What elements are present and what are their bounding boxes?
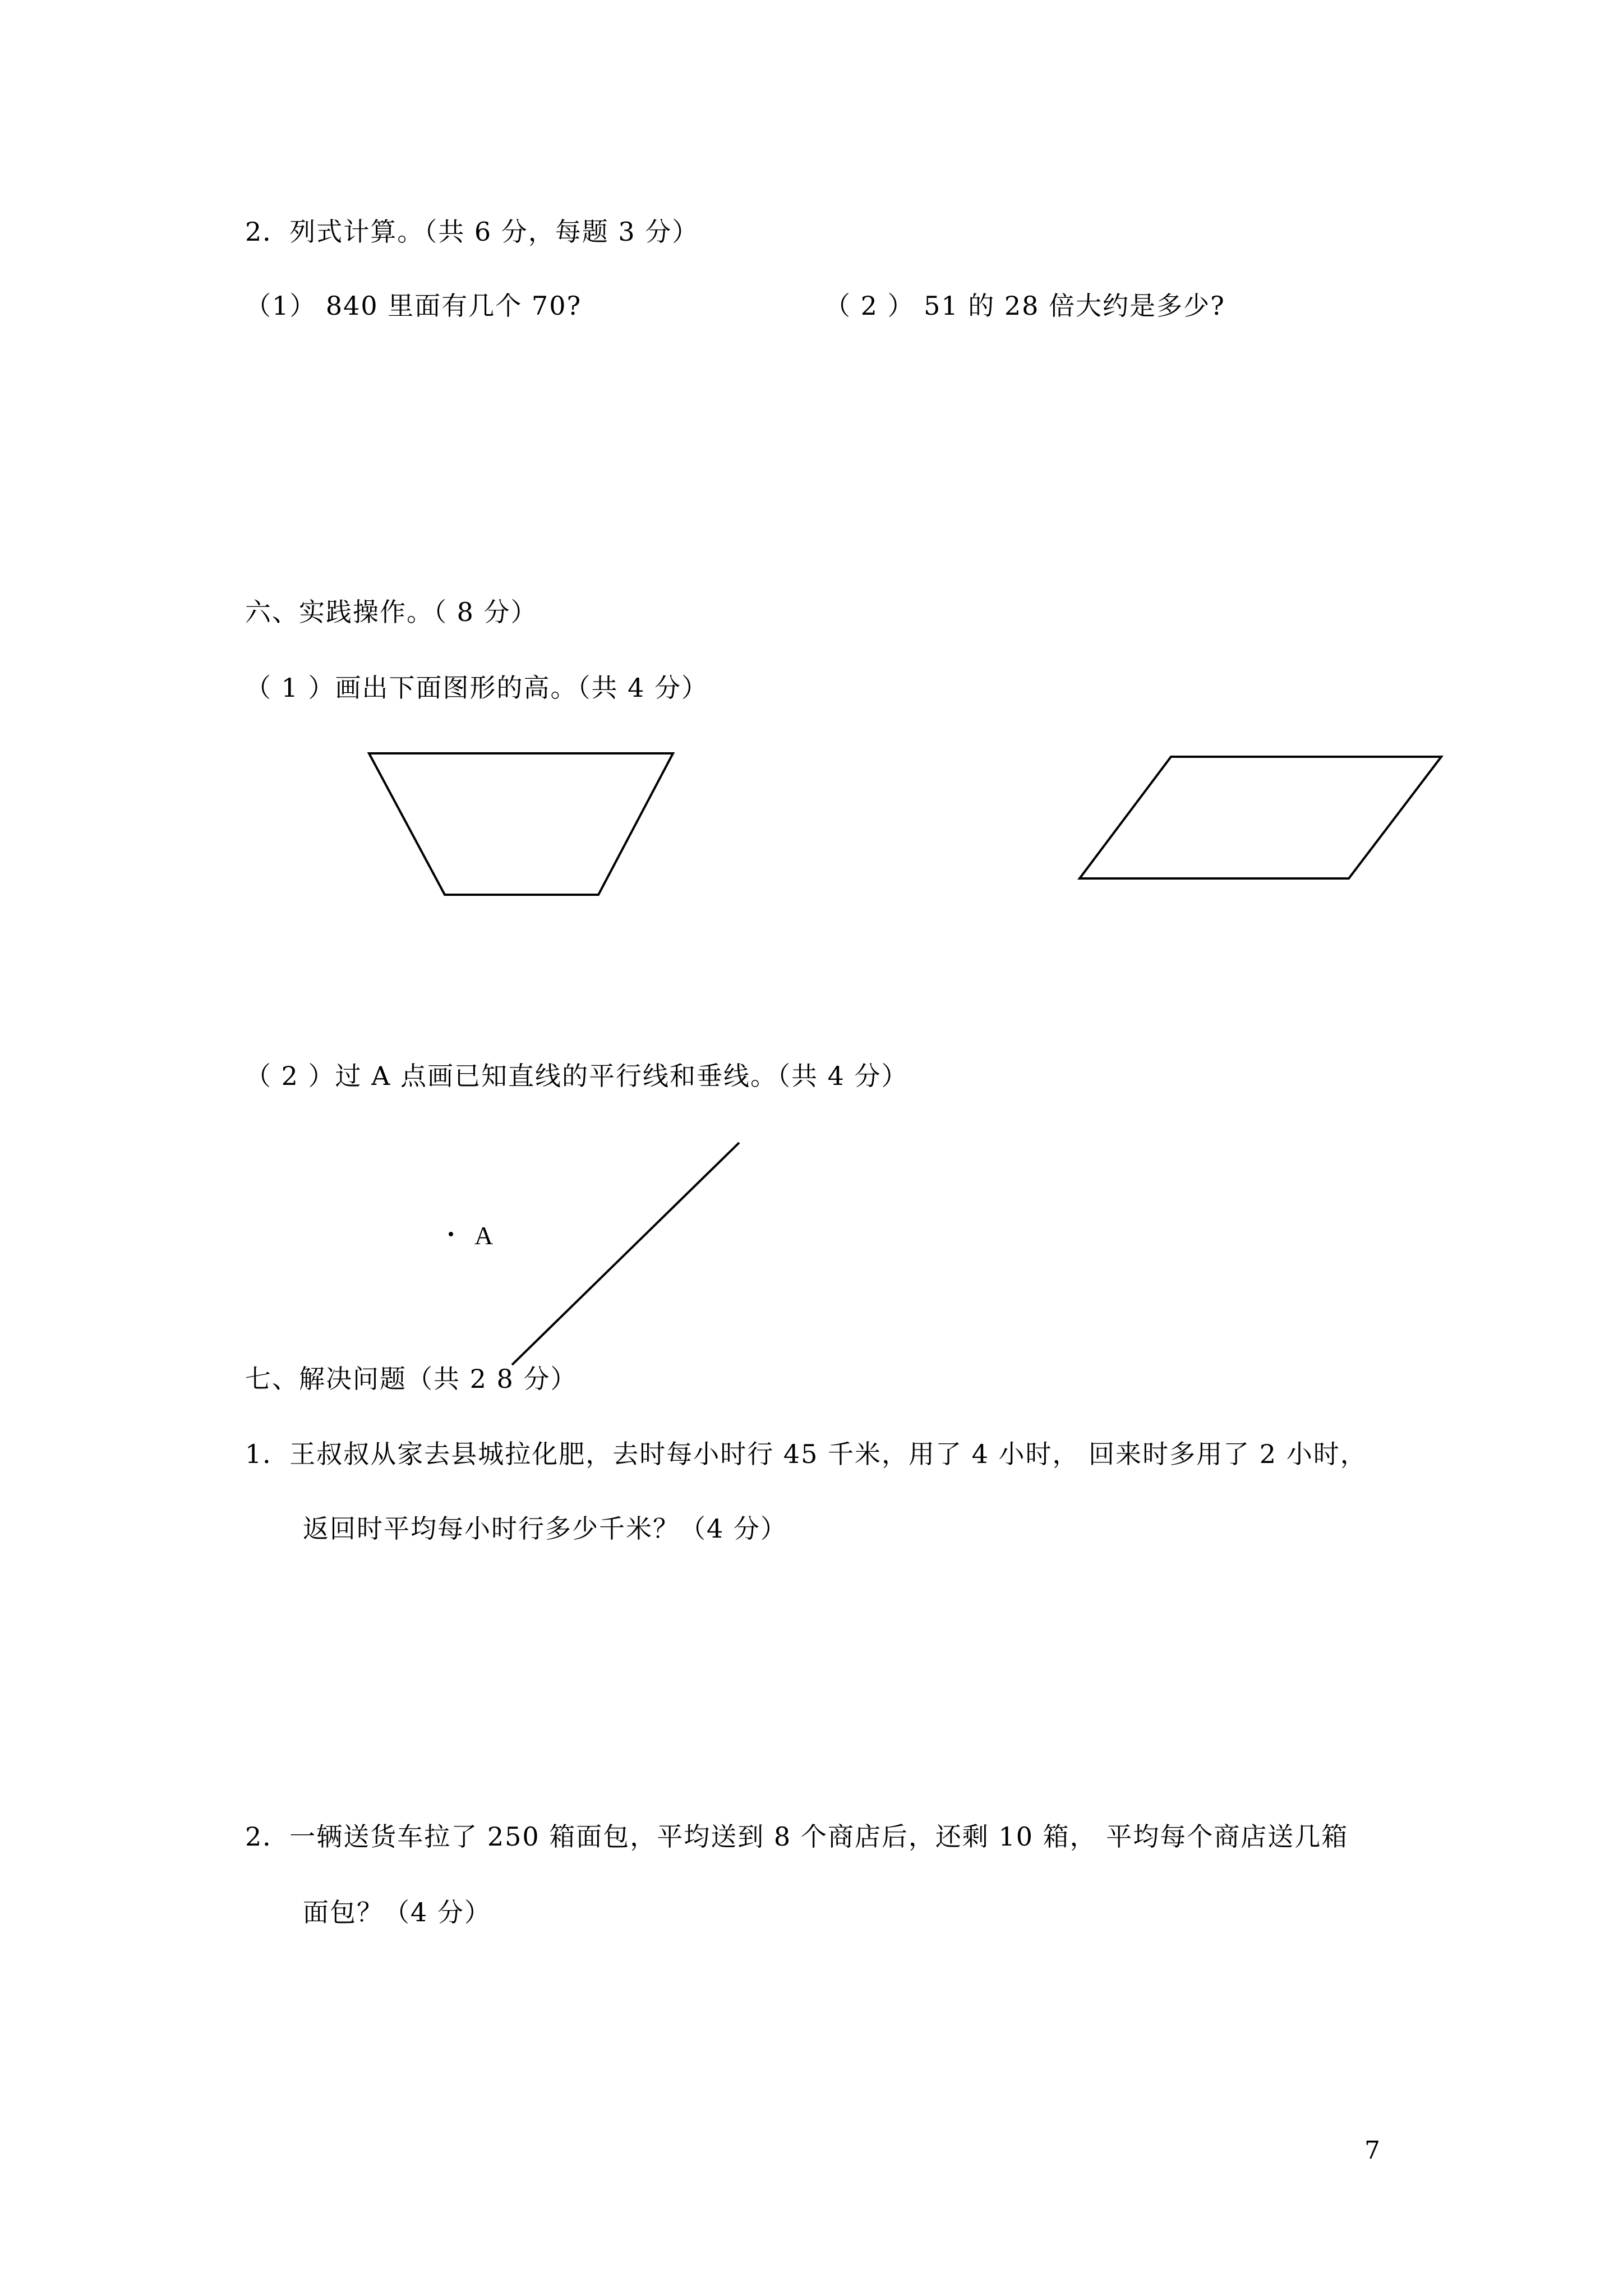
parallelogram-shape: [1080, 757, 1441, 878]
question-840-div-70: （1） 840 里面有几个 70?: [245, 291, 582, 321]
section6-q2: （ 2 ）过 A 点画已知直线的平行线和垂线。（共 4 分）: [245, 1061, 909, 1091]
section5-item2-heading: 2．列式计算。（共 6 分，每题 3 分）: [245, 217, 699, 247]
point-a-label: A: [474, 1221, 494, 1250]
section6-q1: （ 1 ）画出下面图形的高。（共 4 分）: [245, 673, 709, 703]
problem2-line2: 面包？（4 分）: [303, 1897, 491, 1927]
problem2-line1: 2．一辆送货车拉了 250 箱面包，平均送到 8 个商店后，还剩 10 箱， 平均每个商店送几箱: [245, 1821, 1349, 1852]
problem1-line1: 1．王叔叔从家去县城拉化肥，去时每小时行 45 千米，用了 4 小时， 回来时多用了 2 小时，: [245, 1439, 1367, 1469]
trapezoid-shape: [369, 753, 673, 895]
section6-heading: 六、实践操作。（ 8 分）: [245, 597, 538, 627]
question-51-times-28: （ 2 ） 51 的 28 倍大约是多少?: [824, 291, 1225, 321]
page-number: 7: [1364, 2136, 1380, 2165]
problem1-line2: 返回时平均每小时行多少千米？（4 分）: [303, 1513, 787, 1544]
point-a-dot: [449, 1232, 453, 1236]
given-line: [512, 1143, 739, 1365]
section7-heading: 七、解决问题（共 2 8 分）: [245, 1364, 578, 1394]
